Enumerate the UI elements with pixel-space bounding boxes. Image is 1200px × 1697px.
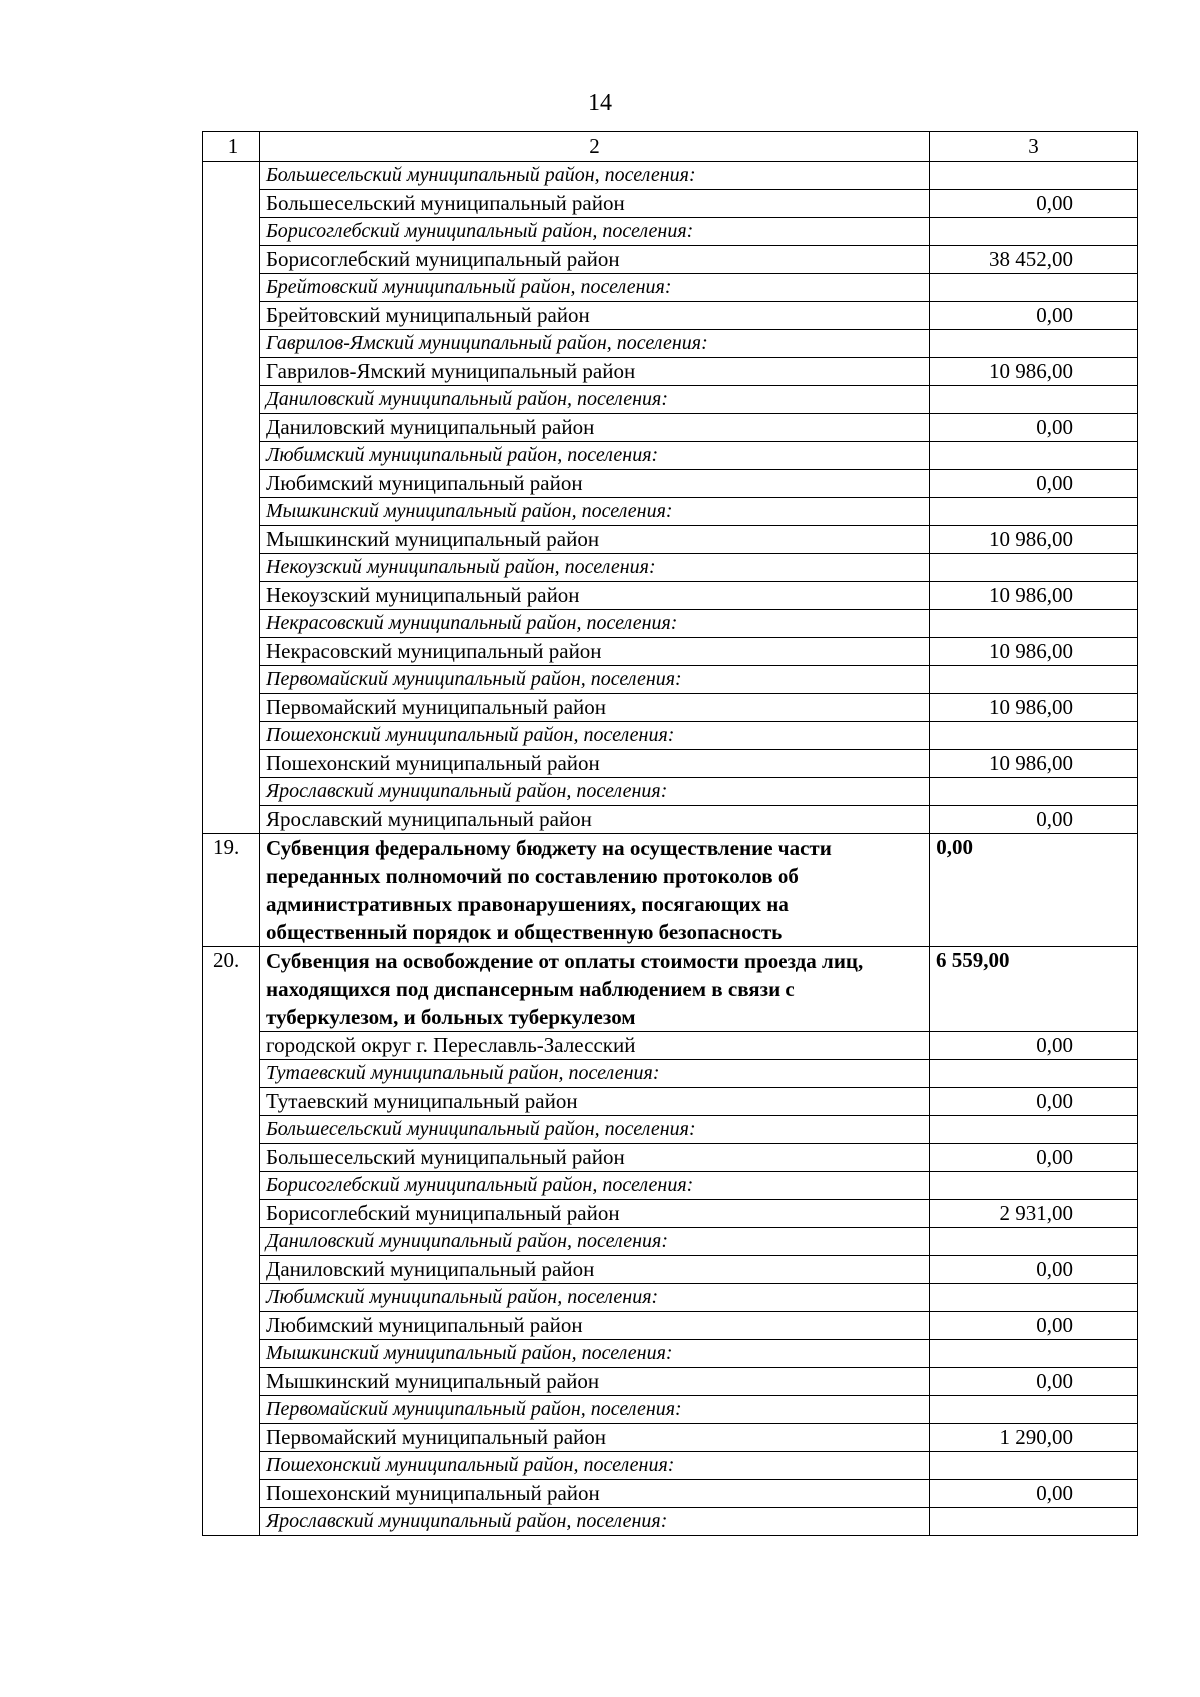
row-name-cell: Большесельский муниципальный район, поселения: xyxy=(260,162,930,190)
section-heading-row xyxy=(203,778,1138,806)
row-number-cell xyxy=(203,1368,260,1396)
row-name-cell: Даниловский муниципальный район, поселения: xyxy=(260,386,930,414)
row-name-cell: Брейтовский муниципальный район, поселения: xyxy=(260,274,930,302)
subvention-row xyxy=(203,834,1138,947)
table-row xyxy=(203,1424,1138,1452)
row-value-cell xyxy=(930,778,1138,806)
row-value-cell: 0,00 xyxy=(930,1480,1138,1508)
row-value-cell: 0,00 xyxy=(930,1312,1138,1340)
table-row xyxy=(203,302,1138,330)
row-number-cell xyxy=(203,218,260,246)
row-number-cell xyxy=(203,162,260,190)
row-number-cell: 19. xyxy=(203,834,260,947)
row-name-cell: Первомайский муниципальный район xyxy=(260,694,930,722)
row-number-cell xyxy=(203,1452,260,1480)
table-row xyxy=(203,1480,1138,1508)
row-value-cell xyxy=(930,386,1138,414)
row-name-cell: Борисоглебский муниципальный район xyxy=(260,246,930,274)
row-name-cell: Мышкинский муниципальный район, поселения: xyxy=(260,1340,930,1368)
row-name-cell: Даниловский муниципальный район, поселения: xyxy=(260,1228,930,1256)
row-number-cell xyxy=(203,1172,260,1200)
row-number-cell xyxy=(203,1424,260,1452)
row-name-cell: Некрасовский муниципальный район, поселения: xyxy=(260,610,930,638)
row-name-cell: Любимский муниципальный район, поселения: xyxy=(260,442,930,470)
table-row xyxy=(203,1032,1138,1060)
row-number-cell xyxy=(203,1088,260,1116)
row-name-cell: Пошехонский муниципальный район, поселения: xyxy=(260,722,930,750)
row-value-cell xyxy=(930,1172,1138,1200)
row-name-cell: Мышкинский муниципальный район xyxy=(260,1368,930,1396)
row-value-cell xyxy=(930,666,1138,694)
section-heading-row xyxy=(203,1228,1138,1256)
row-number-cell xyxy=(203,1480,260,1508)
row-number-cell xyxy=(203,386,260,414)
row-number-cell xyxy=(203,638,260,666)
row-number-cell xyxy=(203,442,260,470)
row-value-cell: 0,00 xyxy=(930,1088,1138,1116)
table-row xyxy=(203,694,1138,722)
row-value-cell xyxy=(930,498,1138,526)
row-value-cell xyxy=(930,1340,1138,1368)
row-value-cell: 0,00 xyxy=(930,806,1138,834)
section-heading-row xyxy=(203,274,1138,302)
subvention-row xyxy=(203,947,1138,1032)
row-value-cell: 0,00 xyxy=(930,190,1138,218)
row-number-cell xyxy=(203,554,260,582)
row-name-cell: Гаврилов-Ямский муниципальный район, поселения: xyxy=(260,330,930,358)
row-value-cell: 10 986,00 xyxy=(930,358,1138,386)
row-value-cell xyxy=(930,722,1138,750)
section-heading-row xyxy=(203,1116,1138,1144)
row-number-cell xyxy=(203,1312,260,1340)
table-row xyxy=(203,246,1138,274)
row-value-cell: 6 559,00 xyxy=(930,947,1138,1032)
row-value-cell xyxy=(930,274,1138,302)
table-row xyxy=(203,1256,1138,1284)
row-value-cell: 10 986,00 xyxy=(930,582,1138,610)
row-number-cell xyxy=(203,778,260,806)
section-heading-row xyxy=(203,1508,1138,1536)
section-heading-row xyxy=(203,1396,1138,1424)
row-value-cell xyxy=(930,442,1138,470)
section-heading-row xyxy=(203,554,1138,582)
row-value-cell xyxy=(930,1228,1138,1256)
row-value-cell xyxy=(930,610,1138,638)
table-row xyxy=(203,470,1138,498)
row-name-cell: Пошехонский муниципальный район xyxy=(260,750,930,778)
row-value-cell: 0,00 xyxy=(930,1368,1138,1396)
row-value-cell xyxy=(930,1116,1138,1144)
section-heading-row xyxy=(203,1172,1138,1200)
table-row xyxy=(203,1088,1138,1116)
row-number-cell xyxy=(203,1060,260,1088)
row-name-cell: Большесельский муниципальный район xyxy=(260,190,930,218)
section-heading-row xyxy=(203,610,1138,638)
row-number-cell xyxy=(203,190,260,218)
row-name-cell: Ярославский муниципальный район xyxy=(260,806,930,834)
row-number-cell xyxy=(203,330,260,358)
row-name-cell: Первомайский муниципальный район, поселения: xyxy=(260,1396,930,1424)
row-value-cell xyxy=(930,1508,1138,1536)
row-name-cell: Первомайский муниципальный район, поселения: xyxy=(260,666,930,694)
table-row xyxy=(203,526,1138,554)
row-name-cell: Ярославский муниципальный район, поселения: xyxy=(260,1508,930,1536)
section-heading-row xyxy=(203,442,1138,470)
row-number-cell xyxy=(203,1508,260,1536)
row-number-cell xyxy=(203,246,260,274)
table-row xyxy=(203,638,1138,666)
row-value-cell: 10 986,00 xyxy=(930,638,1138,666)
row-number-cell xyxy=(203,722,260,750)
row-number-cell xyxy=(203,414,260,442)
page-number: 14 xyxy=(588,90,612,116)
row-name-cell: Первомайский муниципальный район xyxy=(260,1424,930,1452)
table-row xyxy=(203,1144,1138,1172)
section-heading-row xyxy=(203,498,1138,526)
section-heading-row xyxy=(203,162,1138,190)
row-name-cell: Даниловский муниципальный район xyxy=(260,414,930,442)
row-name-cell: Борисоглебский муниципальный район, поселения: xyxy=(260,218,930,246)
row-name-cell: Некрасовский муниципальный район xyxy=(260,638,930,666)
row-number-cell xyxy=(203,358,260,386)
row-name-cell: Некоузский муниципальный район xyxy=(260,582,930,610)
row-number-cell xyxy=(203,1116,260,1144)
row-name-cell: Тутаевский муниципальный район xyxy=(260,1088,930,1116)
table-body xyxy=(203,132,1138,1536)
row-name-cell: Тутаевский муниципальный район, поселения: xyxy=(260,1060,930,1088)
row-value-cell: 0,00 xyxy=(930,1032,1138,1060)
table-row xyxy=(203,750,1138,778)
row-number-cell xyxy=(203,1228,260,1256)
row-number-cell xyxy=(203,274,260,302)
row-value-cell: 38 452,00 xyxy=(930,246,1138,274)
row-name-cell: Борисоглебский муниципальный район, поселения: xyxy=(260,1172,930,1200)
section-heading-row xyxy=(203,1452,1138,1480)
section-heading-row xyxy=(203,1060,1138,1088)
section-heading-row xyxy=(203,386,1138,414)
table-row xyxy=(203,190,1138,218)
row-number-cell xyxy=(203,750,260,778)
row-value-cell xyxy=(930,1284,1138,1312)
table-row xyxy=(203,1200,1138,1228)
row-name-cell: Большесельский муниципальный район xyxy=(260,1144,930,1172)
table-row xyxy=(203,1368,1138,1396)
row-number-cell xyxy=(203,582,260,610)
row-name-cell: Любимский муниципальный район xyxy=(260,1312,930,1340)
table-header-row xyxy=(203,132,1138,162)
section-heading-row xyxy=(203,218,1138,246)
row-name-cell: Пошехонский муниципальный район, поселения: xyxy=(260,1452,930,1480)
row-number-cell xyxy=(203,1396,260,1424)
table-row xyxy=(203,806,1138,834)
row-value-cell: 0,00 xyxy=(930,302,1138,330)
header-col-2: 2 xyxy=(260,132,930,162)
row-number-cell xyxy=(203,610,260,638)
row-number-cell xyxy=(203,694,260,722)
row-number-cell xyxy=(203,1200,260,1228)
header-col-1: 1 xyxy=(203,132,260,162)
row-name-cell: Любимский муниципальный район xyxy=(260,470,930,498)
table-row xyxy=(203,1312,1138,1340)
row-number-cell xyxy=(203,1032,260,1060)
row-value-cell: 0,00 xyxy=(930,1144,1138,1172)
row-value-cell: 1 290,00 xyxy=(930,1424,1138,1452)
budget-table xyxy=(202,131,1138,1536)
row-name-cell: Борисоглебский муниципальный район xyxy=(260,1200,930,1228)
row-number-cell xyxy=(203,1256,260,1284)
row-name-cell: Субвенция федеральному бюджету на осуществление части переданных полномочий по составлению протоколов об административных правонарушениях, посягающих на общественный порядок и общественную безопасность xyxy=(260,834,930,947)
row-number-cell xyxy=(203,666,260,694)
row-number-cell: 20. xyxy=(203,947,260,1032)
row-value-cell: 2 931,00 xyxy=(930,1200,1138,1228)
row-name-cell: Мышкинский муниципальный район xyxy=(260,526,930,554)
row-number-cell xyxy=(203,1284,260,1312)
row-value-cell: 0,00 xyxy=(930,834,1138,947)
row-name-cell: Большесельский муниципальный район, поселения: xyxy=(260,1116,930,1144)
row-value-cell: 0,00 xyxy=(930,1256,1138,1284)
row-name-cell: Гаврилов-Ямский муниципальный район xyxy=(260,358,930,386)
section-heading-row xyxy=(203,1284,1138,1312)
row-value-cell: 10 986,00 xyxy=(930,750,1138,778)
header-col-3: 3 xyxy=(930,132,1138,162)
table-row xyxy=(203,414,1138,442)
section-heading-row xyxy=(203,330,1138,358)
row-value-cell xyxy=(930,1452,1138,1480)
row-value-cell xyxy=(930,1396,1138,1424)
row-name-cell: Субвенция на освобождение от оплаты стоимости проезда лиц, находящихся под диспансерным наблюдением в связи с туберкулезом, и больных туберкулезом xyxy=(260,947,930,1032)
row-number-cell xyxy=(203,498,260,526)
row-name-cell: Даниловский муниципальный район xyxy=(260,1256,930,1284)
row-value-cell xyxy=(930,554,1138,582)
row-number-cell xyxy=(203,1144,260,1172)
row-value-cell: 0,00 xyxy=(930,470,1138,498)
row-name-cell: Брейтовский муниципальный район xyxy=(260,302,930,330)
row-number-cell xyxy=(203,1340,260,1368)
row-number-cell xyxy=(203,470,260,498)
row-name-cell: Ярославский муниципальный район, поселения: xyxy=(260,778,930,806)
row-name-cell: Мышкинский муниципальный район, поселения: xyxy=(260,498,930,526)
row-number-cell xyxy=(203,526,260,554)
row-name-cell: Некоузский муниципальный район, поселения: xyxy=(260,554,930,582)
row-value-cell: 10 986,00 xyxy=(930,694,1138,722)
row-value-cell xyxy=(930,1060,1138,1088)
row-value-cell: 0,00 xyxy=(930,414,1138,442)
row-value-cell xyxy=(930,162,1138,190)
table-row xyxy=(203,582,1138,610)
row-value-cell: 10 986,00 xyxy=(930,526,1138,554)
row-value-cell xyxy=(930,218,1138,246)
section-heading-row xyxy=(203,722,1138,750)
row-name-cell: городской округ г. Переславль-Залесский xyxy=(260,1032,930,1060)
row-number-cell xyxy=(203,302,260,330)
row-number-cell xyxy=(203,806,260,834)
row-value-cell xyxy=(930,330,1138,358)
section-heading-row xyxy=(203,666,1138,694)
table-row xyxy=(203,358,1138,386)
row-name-cell: Пошехонский муниципальный район xyxy=(260,1480,930,1508)
row-name-cell: Любимский муниципальный район, поселения: xyxy=(260,1284,930,1312)
section-heading-row xyxy=(203,1340,1138,1368)
